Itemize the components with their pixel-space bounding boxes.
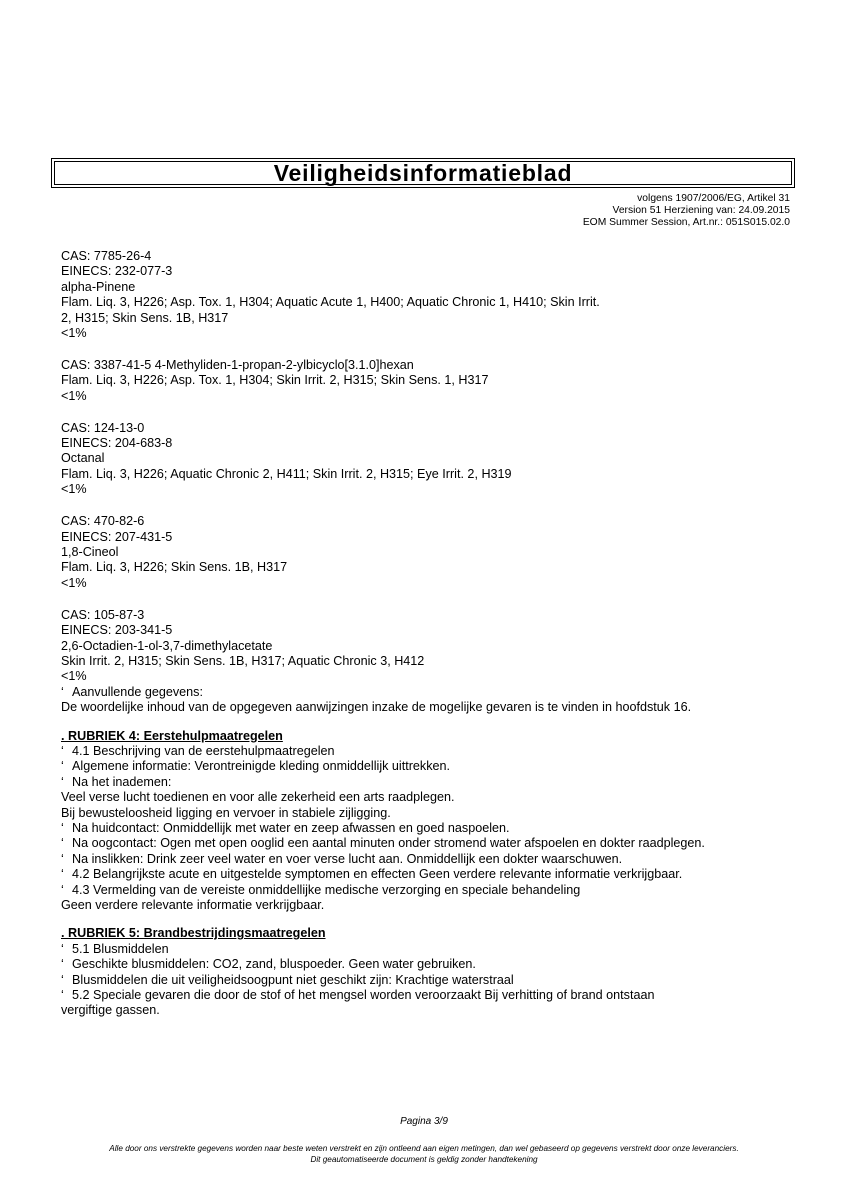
document-title: Veiligheidsinformatieblad — [273, 160, 573, 186]
tick-mark: ‘ — [61, 821, 64, 835]
meta-version: Version 51 Herziening van: 24.09.2015 — [612, 205, 790, 216]
substance-line: Flam. Liq. 3, H226; Aquatic Chronic 2, H411; Skin Irrit. 2, H315; Eye Irrit. 2, H319 — [61, 466, 512, 481]
tick-mark: ‘ — [61, 882, 64, 897]
meta-regulation: volgens 1907/2006/EG, Artikel 31 — [637, 193, 790, 204]
section-firefighting-line-text: 5.2 Speciale gevaren die door de stof of het mengsel worden veroorzaakt Bij verhitting of brand ontstaan — [72, 988, 655, 1003]
substance-line: EINECS: 203-341-5 — [61, 623, 173, 638]
footer-disclaimer — [60, 1144, 788, 1165]
section-first-aid-line-text: Veel verse lucht toedienen en voor alle zekerheid een arts raadplegen. — [61, 790, 455, 805]
substance-line: Flam. Liq. 3, H226; Asp. Tox. 1, H304; Skin Irrit. 2, H315; Skin Sens. 1, H317 — [61, 373, 489, 388]
section-first-aid-line-text: 4.2 Belangrijkste acute en uitgestelde symptomen en effecten Geen verdere relevante informatie verkrijgbaar. — [72, 867, 683, 882]
document-body — [61, 249, 806, 1019]
substance-line: 2,6-Octadien-1-ol-3,7-dimethylacetate — [61, 638, 273, 653]
additional-info-label — [61, 685, 806, 700]
tick-mark: ‘ — [61, 836, 64, 851]
section-first-aid-line — [61, 790, 806, 805]
substance-line: Flam. Liq. 3, H226; Asp. Tox. 1, H304; Aquatic Acute 1, H400; Aquatic Chronic 1, H410; Skin Irrit. — [61, 295, 600, 310]
tick-mark: ‘ — [61, 988, 64, 1003]
page-number: Pagina 3/9 — [400, 1116, 448, 1127]
tick-mark: ‘ — [61, 684, 64, 699]
substance-line: CAS: 7785-26-4 — [61, 249, 152, 263]
section-firefighting-line-text: Geschikte blusmiddelen: CO2, zand, bluspoeder. Geen water gebruiken. — [72, 957, 476, 972]
substance-block — [61, 514, 806, 591]
section-firefighting-heading: . RUBRIEK 5: Brandbestrijdingsmaatregelen — [61, 926, 326, 941]
substance-line: EINECS: 204-683-8 — [61, 436, 173, 451]
section-first-aid-line — [61, 898, 806, 913]
section-first-aid-line — [61, 806, 806, 821]
substance-line: EINECS: 232-077-3 — [61, 264, 173, 279]
section-first-aid-line-text: Geen verdere relevante informatie verkrijgbaar. — [61, 898, 325, 913]
section-first-aid-line — [61, 836, 806, 851]
section-firefighting-line — [61, 957, 806, 972]
section-first-aid-line-text: Na oogcontact: Ogen met open ooglid een aantal minuten onder stromend water afspoelen en dokter raadplegen. — [72, 836, 705, 851]
substance-line: 2, H315; Skin Sens. 1B, H317 — [61, 310, 229, 325]
tick-mark: ‘ — [61, 941, 64, 956]
substance-line: CAS: 105-87-3 — [61, 607, 145, 622]
section-first-aid-line — [61, 867, 806, 882]
section-first-aid-heading: . RUBRIEK 4: Eerstehulpmaatregelen — [61, 728, 283, 743]
section-firefighting-line — [61, 973, 806, 988]
tick-mark: ‘ — [61, 867, 64, 882]
section-first-aid-line-text: Na inslikken: Drink zeer veel water en voer verse lucht aan. Onmiddellijk een dokter waarschuwen. — [72, 851, 623, 866]
section-first-aid-line-text: Bij bewusteloosheid ligging en vervoer in stabiele zijligging. — [61, 805, 391, 820]
additional-info-text: De woordelijke inhoud van de opgegeven aanwijzingen inzake de mogelijke gevaren is te vinden in hoofdstuk 16. — [61, 700, 692, 715]
substance-line: CAS: 3387-41-5 4-Methyliden-1-propan-2-ylbicyclo[3.1.0]hexan — [61, 357, 414, 372]
tick-mark: ‘ — [61, 759, 64, 774]
section-firefighting-line-text: vergiftige gassen. — [61, 1003, 160, 1018]
section-first-aid-line — [61, 883, 806, 898]
section-firefighting-line — [61, 988, 806, 1003]
document-meta — [583, 193, 790, 229]
tick-mark: ‘ — [61, 972, 64, 987]
substance-block — [61, 608, 806, 685]
substance-line: EINECS: 207-431-5 — [61, 529, 173, 544]
substance-block — [61, 358, 806, 404]
title-box — [51, 158, 795, 188]
section-first-aid-line — [61, 852, 806, 867]
substance-block — [61, 249, 806, 341]
substance-line: CAS: 470-82-6 — [61, 514, 145, 529]
substance-line: <1% — [61, 388, 87, 403]
section-first-aid-line-text: 4.1 Beschrijving van de eerstehulpmaatregelen — [72, 743, 335, 758]
section-firefighting-line — [61, 1003, 806, 1018]
substance-line: <1% — [61, 669, 87, 684]
section-first-aid-line — [61, 775, 806, 790]
meta-product: EOM Summer Session, Art.nr.: 051S015.02.0 — [582, 217, 790, 228]
substance-line: <1% — [61, 482, 87, 497]
substance-line: <1% — [61, 326, 87, 341]
section-first-aid-line-text: Na huidcontact: Onmiddellijk met water en zeep afwassen en goed naspoelen. — [72, 821, 510, 835]
section-first-aid-line-text: Na het inademen: — [72, 774, 172, 789]
section-first-aid-line — [61, 821, 806, 836]
substance-line: Flam. Liq. 3, H226; Skin Sens. 1B, H317 — [61, 560, 288, 575]
substance-line: Octanal — [61, 451, 105, 466]
signature-note: Dit geautomatiseerde document is geldig zonder handtekening — [310, 1154, 538, 1164]
substance-line: 1,8-Cineol — [61, 545, 119, 559]
substance-line: <1% — [61, 575, 87, 590]
substance-line: Skin Irrit. 2, H315; Skin Sens. 1B, H317; Aquatic Chronic 3, H412 — [61, 653, 425, 668]
substance-block — [61, 421, 806, 498]
additional-info-label-text: Aanvullende gegevens: — [72, 684, 203, 699]
substance-line: CAS: 124-13-0 — [61, 420, 145, 435]
substance-line: alpha-Pinene — [61, 279, 136, 294]
section-firefighting-line-text: 5.1 Blusmiddelen — [72, 941, 169, 956]
section-first-aid-line — [61, 759, 806, 774]
section-first-aid-line-text: 4.3 Vermelding van de vereiste onmiddellijke medische verzorging en speciale behandeling — [72, 882, 581, 897]
tick-mark: ‘ — [61, 774, 64, 789]
tick-mark: ‘ — [61, 851, 64, 866]
section-first-aid-line-text: Algemene informatie: Verontreinigde kleding onmiddellijk uittrekken. — [72, 759, 451, 774]
section-first-aid-line — [61, 744, 806, 759]
disclaimer-text: Alle door ons verstrekte gegevens worden naar beste weten verstrekt en zijn ontleend aan eigen metingen, dan wel gebaseerd op gegevens verstrekt door onze leveranciers. — [109, 1144, 739, 1153]
section-firefighting-line — [61, 942, 806, 957]
tick-mark: ‘ — [61, 743, 64, 758]
section-firefighting-line-text: Blusmiddelen die uit veiligheidsoogpunt niet geschikt zijn: Krachtige waterstraal — [72, 972, 514, 987]
tick-mark: ‘ — [61, 957, 64, 972]
